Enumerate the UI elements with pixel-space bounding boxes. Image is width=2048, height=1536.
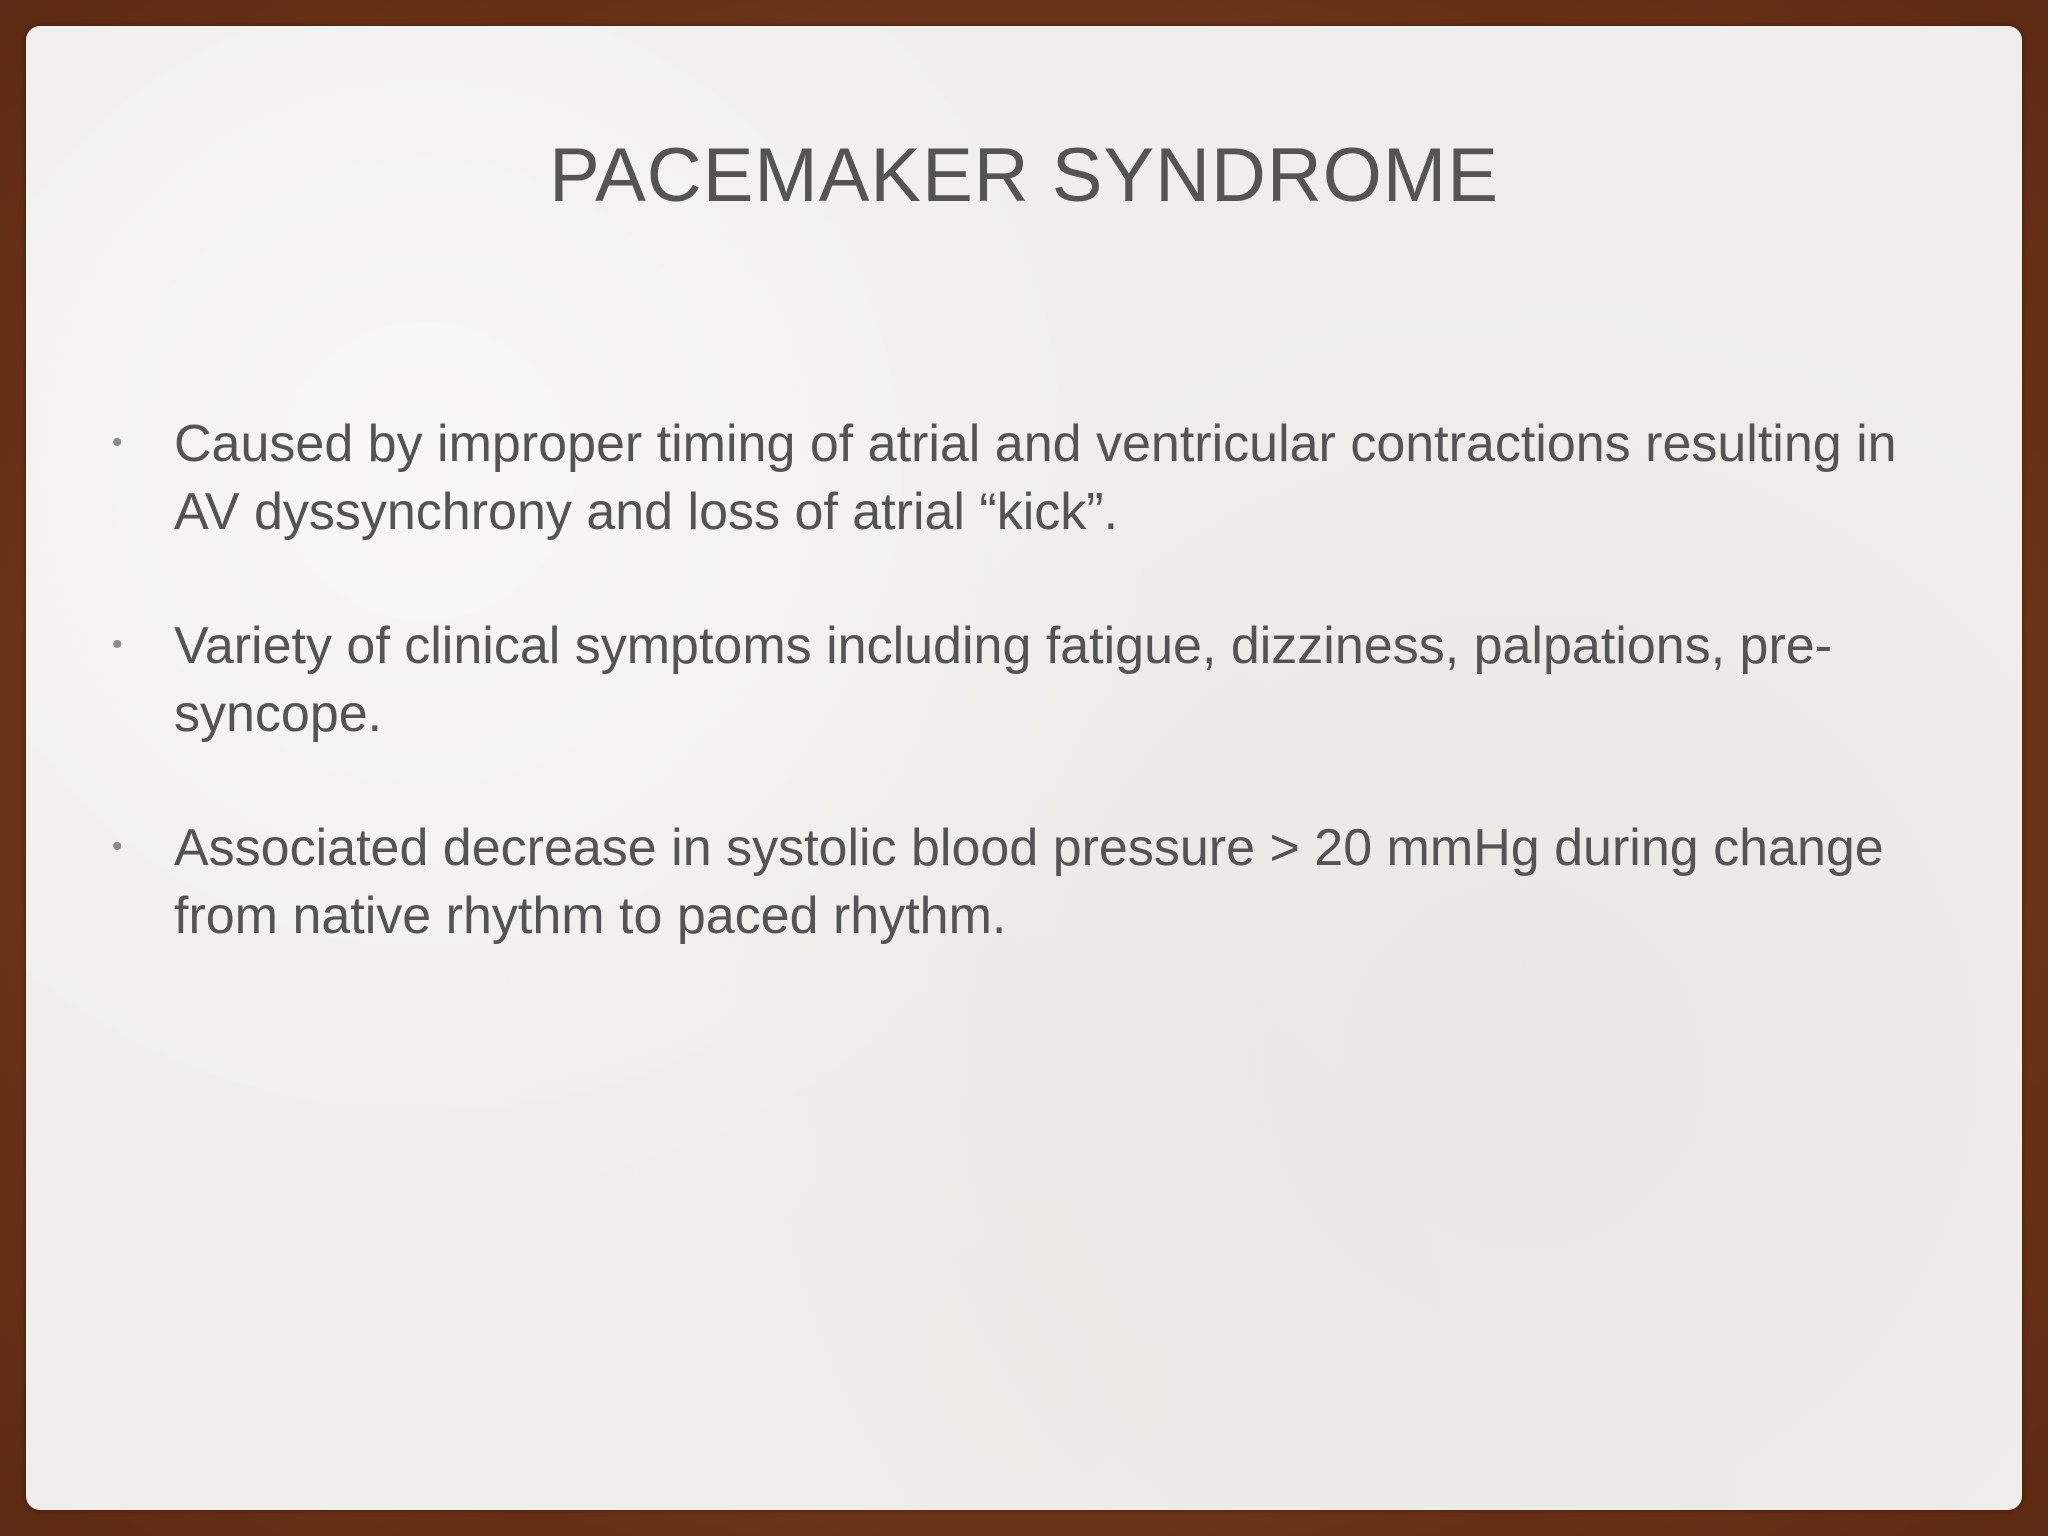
bullet-marker: • bbox=[112, 628, 123, 661]
bullet-list bbox=[26, 410, 2022, 1016]
bullet-item bbox=[26, 612, 2022, 748]
bullet-text: Associated decrease in systolic blood pressure > 20 mmHg during change from native rhythm to paced rhythm. bbox=[174, 819, 1884, 945]
bullet-marker: • bbox=[112, 830, 123, 863]
slide-title: PACEMAKER SYNDROME bbox=[549, 133, 1499, 218]
bullet-item bbox=[26, 814, 2022, 950]
slide bbox=[26, 26, 2022, 1510]
bullet-text: Variety of clinical symptoms including fatigue, dizziness, palpations, pre-syncope. bbox=[174, 617, 1833, 743]
bullet-item bbox=[26, 410, 2022, 546]
bullet-text: Caused by improper timing of atrial and ventricular contractions resulting in AV dyssynchrony and loss of atrial “kick”. bbox=[174, 415, 1897, 541]
bullet-marker: • bbox=[112, 426, 123, 459]
